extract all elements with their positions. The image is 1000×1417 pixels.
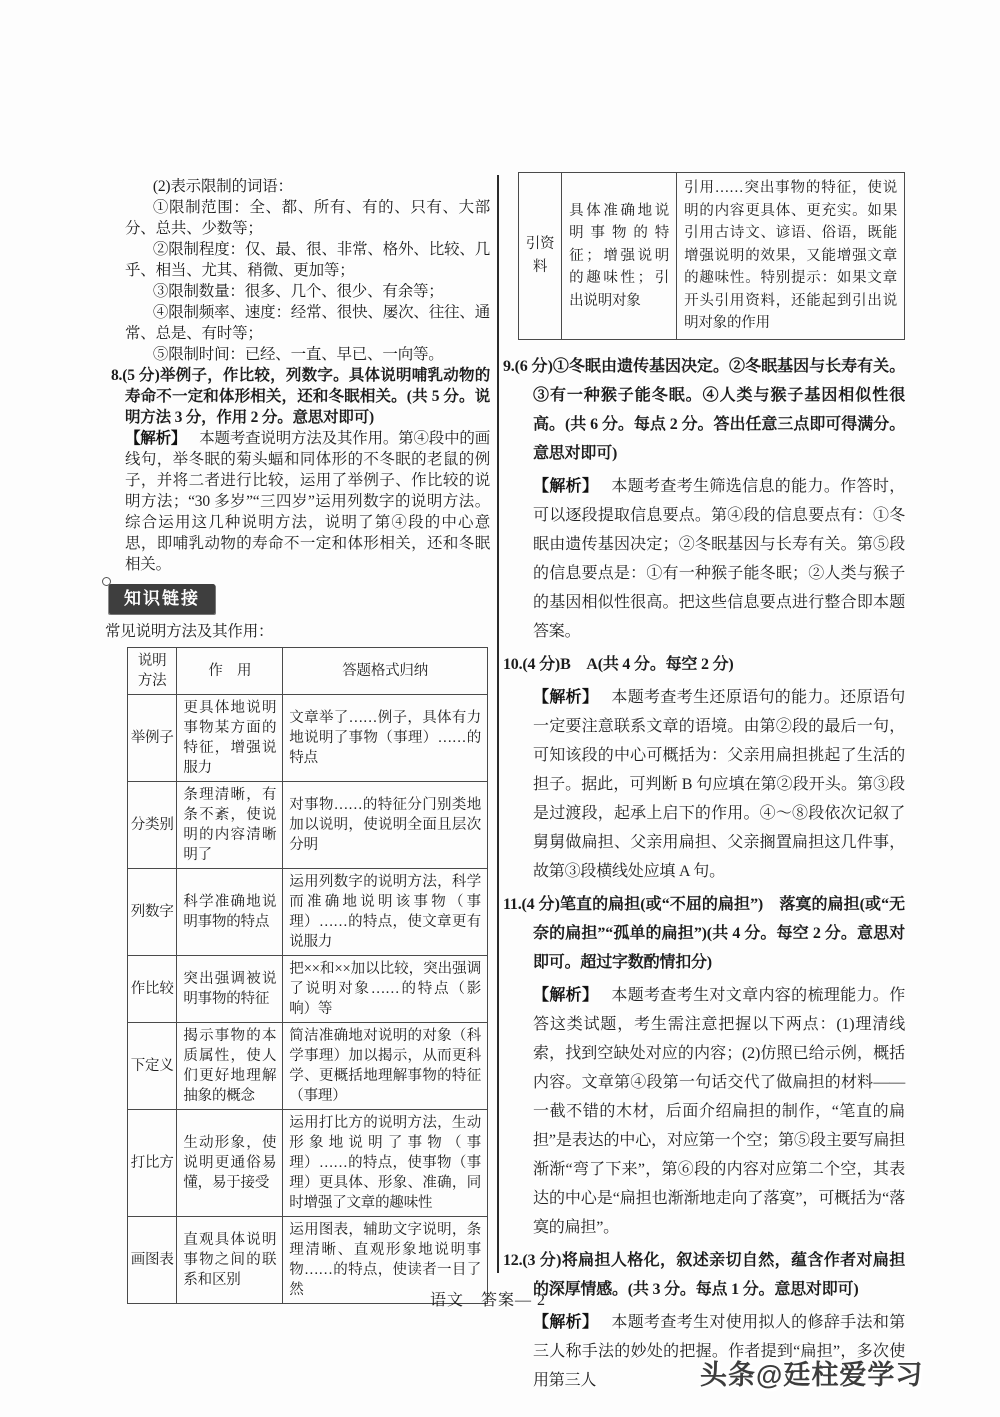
table-row xyxy=(128,1110,488,1217)
question-9-answer-text: (6 分)①冬眠由遗传基因决定。②冬眠基因与长寿有关。③有一种猴子能冬眠。④人类与猴子基因相似性很高。(共 6 分。每点 2 分。答出任意三点即可得满分。意思对即可) xyxy=(514,357,905,462)
cell-format: 文章举了……例子，具体有力地说明了事物（事理）……的特点 xyxy=(283,695,488,782)
cell-effect: 条理清晰，有条不紊，使说明的内容清晰明了 xyxy=(177,782,283,869)
analysis-label: 【解析】 xyxy=(125,430,187,447)
question-12-analysis-text: 本题考查考生对使用拟人的修辞手法和第三人称手法的妙处的把握。作者提到“扁担”，多次使用第三人 xyxy=(533,1313,905,1389)
cell-format: 引用……突出事物的特征，使说明的内容更具体、更充实。如果引用古诗文、谚语、俗语，既能增强说明的效果，又能增强文章的趣味性。特别提示：如果文章开头引用资料，还能起到引出说明对象的作用 xyxy=(677,173,905,340)
header-format: 答题格式归纳 xyxy=(283,648,488,695)
cell-effect: 具体准确地说明事物的特征；增强说明的趣味性；引出说明对象 xyxy=(562,173,677,340)
cell-effect: 揭示事物的本质属性，使人们更好地理解抽象的概念 xyxy=(177,1023,283,1110)
right-column xyxy=(503,172,905,1399)
question-11-analysis-text: 本题考查考生对文章内容的梳理能力。作答这类试题，考生需注意把握以下两点：(1)理清线索，找到空缺处对应的内容；(2)仿照已给示例，概括内容。文章第④段第一句话交代了做扁担的材料——一截不错的木材，后面介绍扁担的制作，“笔直的扁担”是表达的中心，对应第一个空；第⑤段主要写扁担渐渐“弯了下来”，第⑥段的内容对应第二个空，其表达的中心是“扁担也渐渐地走向了落寞”，可概括为“落寞的扁担”。 xyxy=(533,986,905,1236)
question-12-number: 12. xyxy=(503,1251,523,1269)
cell-effect: 直观具体说明事物之间的联系和区别 xyxy=(177,1217,283,1304)
cell-format: 运用图表，辅助文字说明，条理清晰、直观形象地说明事物……的特点，使读者一目了然 xyxy=(283,1217,488,1304)
toutiao-watermark: 头条@廷柱爱学习 xyxy=(700,1360,924,1390)
cell-method: 画图表 xyxy=(128,1217,177,1304)
header-method: 说明方法 xyxy=(128,648,177,695)
question-8-answer-text: (5 分)举例子，作比较，列数字。具体说明哺乳动物的寿命不一定和体形相关，还和冬眠相关。(共 5 分。说明方法 3 分，作用 2 分。意思对即可) xyxy=(122,367,490,426)
limit-word-item-2: ②限制程度：仅、最、很、非常、格外、比较、几乎、相当、尤其、稍微、更加等； xyxy=(125,241,490,279)
question-9-analysis-text: 本题考查考生筛选信息的能力。作答时，可以逐段提取信息要点。第④段的信息要点有：①冬眠由遗传基因决定；②冬眠基因与长寿有关。第⑤段的信息要点是：①有一种猴子能冬眠；②人类与猴子的基因相似性很高。把这些信息要点进行整合即本题答案。 xyxy=(533,477,905,640)
cell-effect: 突出强调被说明事物的特征 xyxy=(177,956,283,1023)
column-divider-rule xyxy=(497,175,499,1273)
analysis-label: 【解析】 xyxy=(533,986,599,1004)
table-row xyxy=(128,869,488,956)
knowledge-link-badge: 知识链接 xyxy=(109,584,215,614)
cell-format: 运用打比方的说明方法，生动形象地说明了事物（事理）……的特点，使事物（事理）更具体、形象、准确，同时增强了文章的趣味性 xyxy=(283,1110,488,1217)
question-10-number: 10. xyxy=(503,655,523,673)
question-10-analysis xyxy=(503,683,905,886)
cell-effect: 科学准确地说明事物的特点 xyxy=(177,869,283,956)
methods-table-caption: 常见说明方法及其作用： xyxy=(105,623,274,640)
question-11-answer-text: (4 分)笔直的扁担(或“不屈的扁担”) 落寞的扁担(或“无奈的扁担”“孤单的扁担”)(共 4 分。每空 2 分。意思对即可。超过字数酌情扣分) xyxy=(521,895,905,971)
cell-method: 列数字 xyxy=(128,869,177,956)
methods-table xyxy=(127,647,488,1304)
question-11-answer xyxy=(503,890,905,977)
question-10-analysis-text: 本题考查考生还原语句的能力。还原语句一定要注意联系文章的语境。由第②段的最后一句，可知该段的中心可概括为：父亲用扁担挑起了生活的担子。据此，可判断 B 句应填在第②段开头。第③段是过渡段，起承上启下的作用。④～⑧段依次记叙了舅舅做扁担、父亲用扁担、父亲搁置扁担这几件事，故第③段横线处应填 A 句。 xyxy=(533,688,905,880)
limit-word-item-5: ⑤限制时间：已经、一直、早已、一向等。 xyxy=(152,346,444,363)
cell-effect: 生动形象，使说明更通俗易懂，易于接受 xyxy=(177,1110,283,1217)
cell-method: 打比方 xyxy=(128,1110,177,1217)
table-row xyxy=(128,782,488,869)
quote-material-table xyxy=(518,172,905,340)
question-8-analysis xyxy=(105,428,490,575)
cell-method: 分类别 xyxy=(128,782,177,869)
question-12-answer xyxy=(503,1246,905,1304)
limit-word-item-1: ①限制范围：全、都、所有、有的、只有、大部分、总共、少数等； xyxy=(125,199,490,237)
footer-page-label: 语文 答案— 2 xyxy=(430,1292,547,1309)
analysis-label: 【解析】 xyxy=(533,477,599,495)
question-11-analysis xyxy=(503,981,905,1242)
header-effect: 作 用 xyxy=(177,648,283,695)
table-row xyxy=(519,173,905,340)
question-12-answer-text: (3 分)将扁担人格化，叙述亲切自然，蕴含作者对扁担的深厚情感。(共 3 分。每点 1 分。意思对即可) xyxy=(522,1251,905,1298)
question-8-number: 8. xyxy=(111,367,123,384)
cell-format: 把××和××加以比较，突出强调了说明对象……的特点（影响）等 xyxy=(283,956,488,1023)
table-row xyxy=(128,1023,488,1110)
question-11-number: 11. xyxy=(503,895,522,913)
question-8-answer xyxy=(105,365,490,428)
question-10-answer-text: (4 分)B A(共 4 分。每空 2 分) xyxy=(522,655,734,673)
cell-method: 举例子 xyxy=(128,695,177,782)
cell-format: 简洁准确地对说明的对象（科学事理）加以揭示，从而更科学、更概括地理解事物的特征（事理） xyxy=(283,1023,488,1110)
limit-words-intro: (2)表示限制的词语： xyxy=(152,178,293,195)
question-9-analysis xyxy=(503,472,905,646)
question-8-analysis-text: 本题考查说明方法及其作用。第④段中的画线句，举冬眠的菊头蝠和同体形的不冬眠的老鼠的例子，并将二者进行比较，运用了举例子、作比较的说明方法；“30 多岁”“三四岁”运用列数字的说明方法。综合运用这几种说明方法，说明了第④段的中心意思，即哺乳动物的寿命不一定和体形相关，还和冬眠相关。 xyxy=(125,430,490,573)
question-9-number: 9. xyxy=(503,357,515,375)
cell-method: 引资料 xyxy=(519,173,562,340)
cell-format: 运用列数字的说明方法，科学而准确地说明该事物（事理）……的特点，使文章更有说服力 xyxy=(283,869,488,956)
limit-word-item-4: ④限制频率、速度：经常、很快、屡次、往往、通常、总是、有时等； xyxy=(125,304,490,342)
analysis-label: 【解析】 xyxy=(533,1313,599,1331)
cell-method: 下定义 xyxy=(128,1023,177,1110)
limit-word-item-3: ③限制数量：很多、几个、很少、有余等； xyxy=(152,283,444,300)
table-row xyxy=(128,695,488,782)
question-9-answer xyxy=(503,352,905,468)
cell-effect: 更具体地说明事物某方面的特征，增强说服力 xyxy=(177,695,283,782)
question-10-answer xyxy=(503,650,905,679)
cell-format: 对事物……的特征分门别类地加以说明，使说明全面且层次分明 xyxy=(283,782,488,869)
methods-table-header-row xyxy=(128,648,488,695)
analysis-label: 【解析】 xyxy=(533,688,599,706)
left-column xyxy=(105,176,490,1304)
cell-method: 作比较 xyxy=(128,956,177,1023)
table-row xyxy=(128,956,488,1023)
